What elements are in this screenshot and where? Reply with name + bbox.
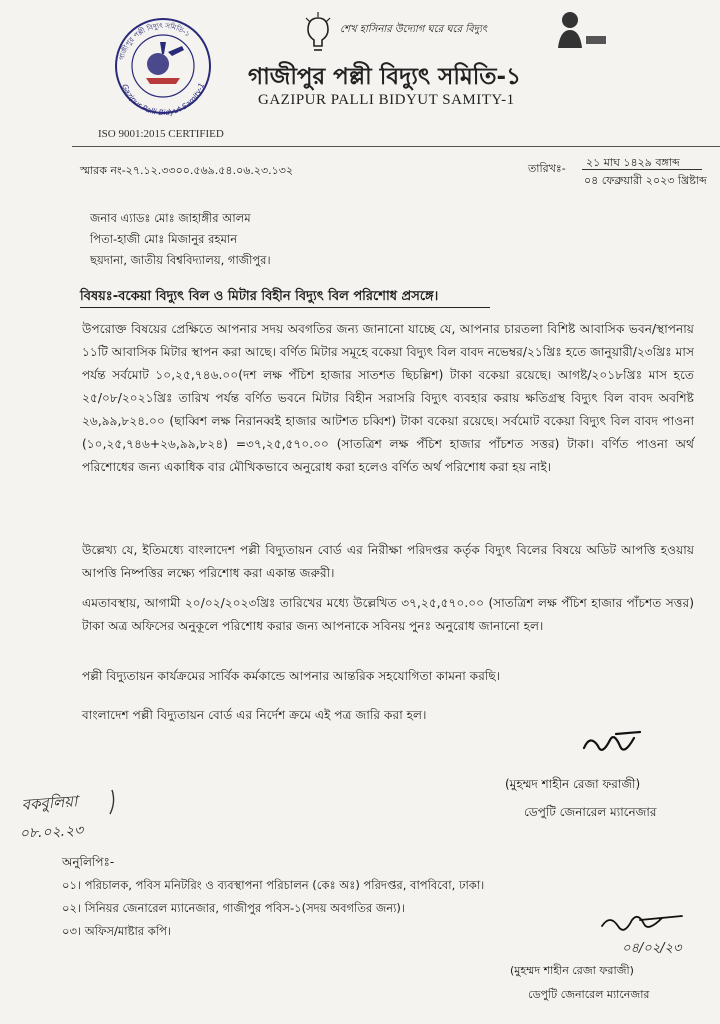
body-paragraph-1: উপরোক্ত বিষয়ের প্রেক্ষিতে আপনার সদয় অবগতির জন্য জানানো যাচ্ছে যে, আপনার চারতলা বিশিষ্ট আবাসিক ভবন/স্থাপনায় ১১টি আবাসিক মিটার স্থাপন করা আছে। বর্ণিত মিটার সমূহে বকেয়া বিদ্যুৎ বিল বাবদ নভেম্বর/২১খ্রিঃ হতে জানুয়ারী/২৩খ্রিঃ মাস পর্যন্ত সর্বমোট ১০,২৫,৭৪৬.০০(দশ লক্ষ পঁচিশ হাজার সাতশত ছিচল্লিশ) টাকা বকেয়া রয়েছে। আগষ্ট/২০১৮খ্রিঃ মাস হতে ২৫/০৮/২০২১খ্রিঃ তারিখ পর্যন্ত বর্ণিত ভবনে মিটার বিহীন সরাসরি বিদ্যুৎ ব্যবহার করায় ক্ষতিগ্রস্থ বিদ্যুৎ বিল বাবদ অবশিষ্ট ২৬,৯৯,৮২৪.০০ (ছাব্বিশ লক্ষ নিরানব্বই হাজার আটশত চব্বিশ) টাকা বকেয়া রয়েছে। সর্বমোট বকেয়া বিদ্যুৎ বিল বাবদ পাওনা (১০,২৫,৭৪৬+২৬,৯৯,৮২৪) =৩৭,২৫,৫৭০.০০ (সাতত্রিশ লক্ষ পঁচিশ হাজার পাঁচশত সত্তর) টাকা। বর্ণিত পাওনা অর্থ পরিশোধের জন্য একাধিক বার মৌখিকভাবে অনুরোধ করা হলেও বর্ণিত অর্থ পরিশোধ করা হয় নাই।	[82, 322, 694, 474]
organization-seal-icon	[98, 12, 228, 116]
portrait-image-icon	[556, 8, 608, 52]
body-paragraph-2: উল্লেখ্য যে, ইতিমধ্যে বাংলাদেশ পল্লী বিদ্যুতায়ন বোর্ড এর নিরীক্ষা পরিদপ্তর কর্তৃক বিদ্যুৎ বিলের বিষয়ে অডিট আপত্তি হওয়ায় আপত্তি নিষ্পত্তির লক্ষ্যে পরিশোধ করা একান্ত জরুরী।	[82, 543, 694, 580]
iso-certification: ISO 9001:2015 CERTIFIED	[98, 128, 224, 140]
date-gregorian: ০৪ ফেব্রুয়ারী ২০২৩ খ্রিষ্টাব্দ	[584, 174, 707, 187]
seal-text-en: Gazipur Palli Bidyut Samity-1	[120, 81, 207, 116]
body-paragraph-3: এমতাবস্থায়, আগামী ২০/০২/২০২৩খ্রিঃ তারিখের মধ্যে উল্লেখিত ৩৭,২৫,৫৭০.০০ (সাতত্রিশ লক্ষ পঁচিশ হাজার পাঁচশত সত্তর) টাকা অত্র অফিসের অনুকূলে পরিশোধ করার জন্য আপনাকে সবিনয় পুনঃ অনুরোধ জানানো হল।	[82, 596, 694, 633]
signature-mark-icon	[580, 728, 644, 764]
recipient-name: জনাব এ্যাডঃ মোঃ জাহাঙ্গীর আলম	[90, 211, 251, 225]
cc-item: ০৩। অফিস/মাষ্টার কপি।	[62, 924, 172, 938]
organization-name-english: GAZIPUR PALLI BIDYUT SAMITY-1	[258, 92, 515, 108]
recipient-address	[90, 208, 271, 271]
body-paragraph-5: বাংলাদেশ পল্লী বিদ্যুতায়ন বোর্ড এর নির্দেশ ক্রমে এই পত্র জারি করা হল।	[82, 708, 427, 722]
subject-line: বিষয়ঃ-বকেয়া বিদ্যুৎ বিল ও মিটার বিহীন বিদ্যুৎ বিল পরিশোধ প্রসঙ্গে।	[80, 289, 439, 304]
campaign-logo-text: শেখ হাসিনার উদ্যোগ ঘরে ঘরে বিদ্যুৎ	[340, 24, 488, 35]
second-signature	[592, 912, 688, 962]
signer-title: ডেপুটি জেনারেল ম্যানেজার	[524, 805, 657, 819]
cc-item: ০২। সিনিয়র জেনারেল ম্যানেজার, গাজীপুর পবিস-১(সদয় অবগতির জন্য)।	[62, 901, 406, 915]
second-signer-name: (মুহম্মদ শাহীন রেজা ফরাজী)	[510, 964, 634, 977]
body-paragraph-4: পল্লী বিদ্যুতায়ন কার্যক্রমের সার্বিক কর্মকান্ডে আপনার আন্তরিক সহযোগিতা কামনা করছি।	[82, 669, 501, 683]
seal-text-bn: গাজীপুর পল্লী বিদ্যুৎ সমিতি-১	[117, 21, 192, 62]
cc-item: ০১। পরিচালক, পবিস মনিটরিং ও ব্যবস্থাপনা পরিচালন (কেঃ অঃ) পরিদপ্তর, বাপবিবো, ঢাকা।	[62, 878, 485, 892]
header-divider	[72, 146, 720, 147]
signer-name: (মুহম্মদ শাহীন রেজা ফরাজী)	[505, 777, 641, 791]
second-signer-title: ডেপুটি জেনারেল ম্যানেজার	[528, 988, 650, 1001]
recipient-location: ছয়দানা, জাতীয় বিশ্ববিদ্যালয়, গাজীপুর।	[90, 253, 271, 267]
date-bangla-calendar: ২১ মাঘ ১৪২৯ বঙ্গাব্দ	[586, 156, 680, 169]
cc-label: অনুলিপিঃ-	[62, 855, 115, 869]
svg-text:Gazipur Palli Bidyut Samity-1	[120, 82, 206, 116]
campaign-bulb-logo-icon	[300, 6, 488, 62]
recipient-father: পিতা-হাজী মোঃ মিজানুর রহমান	[90, 232, 238, 246]
handwritten-received-note	[18, 788, 130, 850]
organization-name-bangla: গাজীপুর পল্লী বিদ্যুৎ সমিতি-১	[248, 64, 522, 90]
handwritten-note-date: ০৮.০২.২৩	[19, 822, 84, 842]
handwritten-note-text: বকবুলিয়া	[21, 792, 79, 814]
subject-underline	[80, 307, 490, 308]
date-label: তারিখঃ-	[528, 162, 566, 175]
second-signature-date: ০৪/০২/২৩	[622, 941, 682, 956]
date-divider	[582, 169, 702, 170]
memo-reference: স্মারক নং-২৭.১২.৩৩০০.৫৬৯.৫৪.০৬.২৩.১৩২	[80, 164, 294, 177]
cc-list	[62, 874, 484, 943]
